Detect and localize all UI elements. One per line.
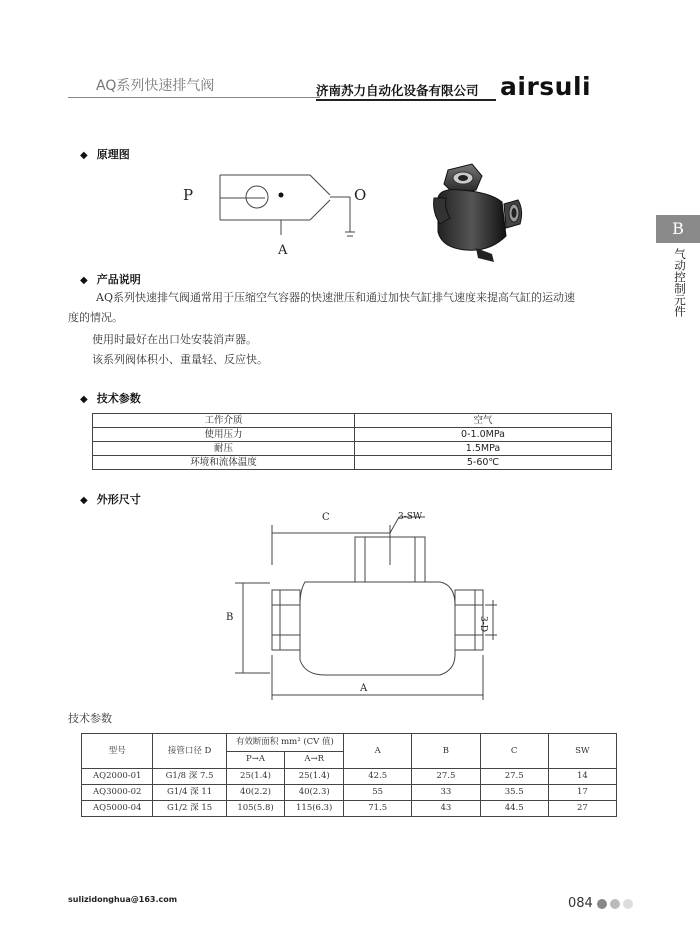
- dim-d-label: 3-D: [478, 616, 488, 632]
- diamond-bullet-icon: ◆: [80, 150, 88, 161]
- header-area: 有效断面积 mm² (CV 值): [226, 734, 343, 752]
- spec-value: 空气: [355, 414, 612, 428]
- page-dot-2: [610, 899, 620, 909]
- header-sw: SW: [548, 734, 616, 769]
- description-line-1: AQ系列快速排气阀通常用于压缩空气容器的快速泄压和通过加快气缸排气速度来提高气缸的运动速: [96, 291, 575, 304]
- cell-a-r: 40(2.3): [285, 785, 344, 801]
- dim-c-label: C: [322, 512, 330, 523]
- cell-model: AQ5000-04: [82, 801, 153, 817]
- table-header-row: [82, 734, 617, 752]
- cell-p-a: 105(5.8): [226, 801, 285, 817]
- table-row: [82, 801, 617, 817]
- port-o-label: O: [354, 186, 367, 204]
- footer-email: sulizidonghua@163.com: [68, 895, 178, 904]
- specs-title: 技术参数: [96, 392, 141, 405]
- table-row: [93, 456, 612, 470]
- cell-b: 27.5: [412, 769, 480, 785]
- header-b: B: [412, 734, 480, 769]
- diamond-bullet-icon: ◆: [80, 495, 88, 506]
- cell-p-a: 25(1.4): [226, 769, 285, 785]
- dimensions-heading: [80, 491, 141, 507]
- port-p-label: P: [183, 186, 194, 204]
- cell-sw: 17: [548, 785, 616, 801]
- side-tab-letter: B: [656, 215, 700, 243]
- cell-b: 43: [412, 801, 480, 817]
- dim-b-label: B: [226, 612, 234, 623]
- diamond-bullet-icon: ◆: [80, 394, 88, 405]
- diamond-bullet-icon: ◆: [80, 275, 88, 286]
- cell-a: 42.5: [344, 769, 412, 785]
- check-ball: [246, 186, 268, 208]
- cell-c: 44.5: [480, 801, 548, 817]
- cell-sw: 14: [548, 769, 616, 785]
- cell-port: G1/2 深 15: [153, 801, 226, 817]
- spec-name: 耐压: [93, 442, 355, 456]
- cell-port: G1/8 深 7.5: [153, 769, 226, 785]
- series-title: AQ系列快速排气阀: [96, 78, 215, 94]
- header-model: 型号: [82, 734, 153, 769]
- principle-heading: [80, 146, 130, 162]
- page-number: 084: [568, 896, 593, 911]
- description-title: 产品说明: [96, 273, 141, 286]
- page-dot-3: [623, 899, 633, 909]
- dimensions-title: 外形尺寸: [96, 493, 141, 506]
- header-a: A: [344, 734, 412, 769]
- spec-name: 使用压力: [93, 428, 355, 442]
- brand-logo: airsuli: [500, 72, 592, 101]
- dim-sw-label: 3-SW: [398, 512, 423, 522]
- principle-schematic: [170, 160, 370, 270]
- table-row: [93, 414, 612, 428]
- description-line-2: 度的情况。: [68, 311, 123, 324]
- cell-a-r: 115(6.3): [285, 801, 344, 817]
- page-dot-1: [597, 899, 607, 909]
- cell-c: 35.5: [480, 785, 548, 801]
- cell-a: 55: [344, 785, 412, 801]
- spec-name: 环境和流体温度: [93, 456, 355, 470]
- model-table-caption: 技术参数: [68, 712, 112, 725]
- cell-a: 71.5: [344, 801, 412, 817]
- cell-c: 27.5: [480, 769, 548, 785]
- junction-dot: [279, 193, 284, 198]
- header-a-r: A→R: [285, 751, 344, 769]
- dim-a-label: A: [360, 683, 368, 694]
- port-a-label: A: [278, 243, 288, 258]
- description-line-4: 该系列阀体积小、重量轻、反应快。: [92, 353, 268, 366]
- cell-model: AQ3000-02: [82, 785, 153, 801]
- cell-port: G1/4 深 11: [153, 785, 226, 801]
- description-heading: [80, 271, 141, 287]
- table-row: [82, 785, 617, 801]
- product-photo: [420, 158, 530, 268]
- cell-p-a: 40(2.2): [226, 785, 285, 801]
- table-row: [82, 769, 617, 785]
- header-rule-right: [316, 99, 496, 101]
- specs-table: [92, 413, 612, 470]
- dimension-drawing: [215, 505, 505, 705]
- cell-sw: 27: [548, 801, 616, 817]
- header-rule-left: [68, 97, 320, 98]
- spec-value: 0-1.0MPa: [355, 428, 612, 442]
- description-line-3: 使用时最好在出口处安装消声器。: [92, 333, 257, 346]
- specs-heading: [80, 390, 141, 406]
- model-table: [81, 733, 617, 817]
- header-p-a: P→A: [226, 751, 285, 769]
- spec-name: 工作介质: [93, 414, 355, 428]
- cell-a-r: 25(1.4): [285, 769, 344, 785]
- principle-title: 原理图: [96, 148, 130, 161]
- company-name: 济南苏力自动化设备有限公司: [316, 83, 479, 98]
- table-row: [93, 442, 612, 456]
- cell-b: 33: [412, 785, 480, 801]
- header-c: C: [480, 734, 548, 769]
- cell-model: AQ2000-01: [82, 769, 153, 785]
- spec-value: 1.5MPa: [355, 442, 612, 456]
- header-port: 接管口径 D: [153, 734, 226, 769]
- spec-value: 5-60℃: [355, 456, 612, 470]
- table-row: [93, 428, 612, 442]
- side-tab-label: 气动控制元件: [673, 248, 687, 317]
